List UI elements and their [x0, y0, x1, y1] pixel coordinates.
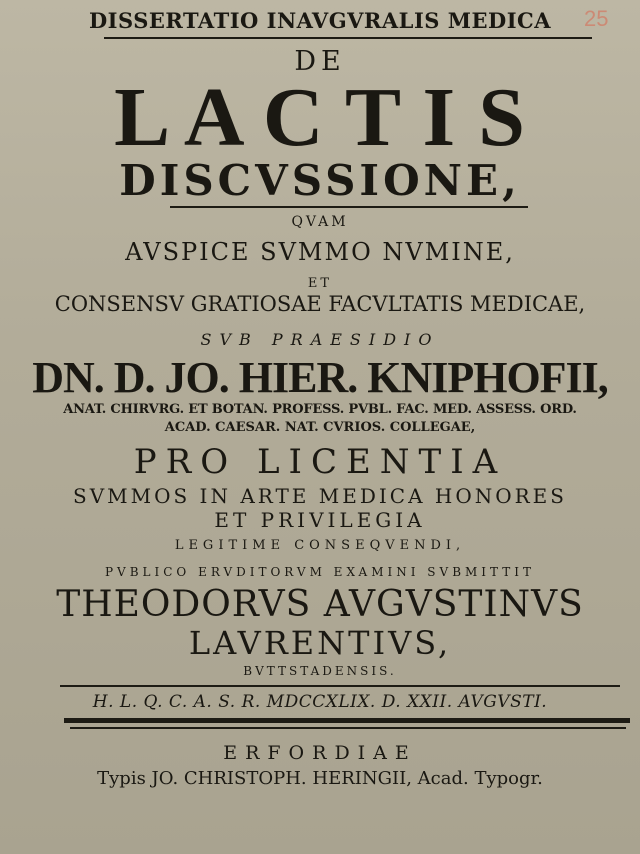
- line-quam: QVAM: [291, 214, 349, 230]
- line-publico: PVBLICO ERVDITORVM EXAMINI SVBMITTIT: [104, 565, 536, 579]
- line-place: ERFORDIAE: [223, 742, 417, 764]
- header-title: DISSERTATIO INAVGVRALIS MEDICA: [88, 8, 552, 33]
- title-discussione: DISCVSSIONE,: [119, 156, 521, 205]
- line-et-1: ET: [307, 276, 333, 291]
- title-lactis: L A C T I S: [114, 71, 526, 164]
- line-printer: Typis JO. CHRISTOPH. HERINGII, Acad. Typogr.: [97, 768, 543, 789]
- line-pro-licentia: PRO LICENTIA: [133, 442, 507, 482]
- line-author-2: LAVRENTIVS,: [188, 624, 452, 662]
- line-et-privilegia: ET PRIVILEGIA: [214, 508, 426, 532]
- line-origin: BVTTSTADENSIS.: [243, 664, 397, 678]
- title-rule: [170, 206, 528, 208]
- date-rule-bottom-thick: [64, 718, 630, 723]
- handwritten-number: 25: [584, 6, 609, 31]
- date-rule-bottom-thin: [70, 727, 626, 729]
- line-summos: SVMMOS IN ARTE MEDICA HONORES: [73, 484, 567, 508]
- line-auspice: AVSPICE SVMMO NVMINE,: [125, 238, 515, 266]
- line-author-1: THEODORVS AVGVSTINVS: [56, 584, 584, 625]
- line-praeses: DN. D. JO. HIER. KNIPHOFII,: [32, 353, 608, 402]
- line-titles-2: ACAD. CAESAR. NAT. CVRIOS. COLLEGAE,: [164, 420, 476, 435]
- header-rule: [104, 37, 592, 39]
- line-titles-1: ANAT. CHIRVRG. ET BOTAN. PROFESS. PVBL. FAC. MED. ASSESS. ORD.: [63, 402, 577, 417]
- title-de: DE: [294, 46, 346, 77]
- line-consensu: CONSENSV GRATIOSAE FACVLTATIS MEDICAE,: [54, 292, 586, 316]
- line-sub-praesidio: SVB PRAESIDIO: [200, 330, 440, 349]
- line-date: H. L. Q. C. A. S. R. MDCCXLIX. D. XXII. AVGVSTI.: [92, 692, 548, 712]
- date-rule-top: [60, 685, 620, 687]
- line-legitime: LEGITIME CONSEQVENDI,: [174, 538, 466, 553]
